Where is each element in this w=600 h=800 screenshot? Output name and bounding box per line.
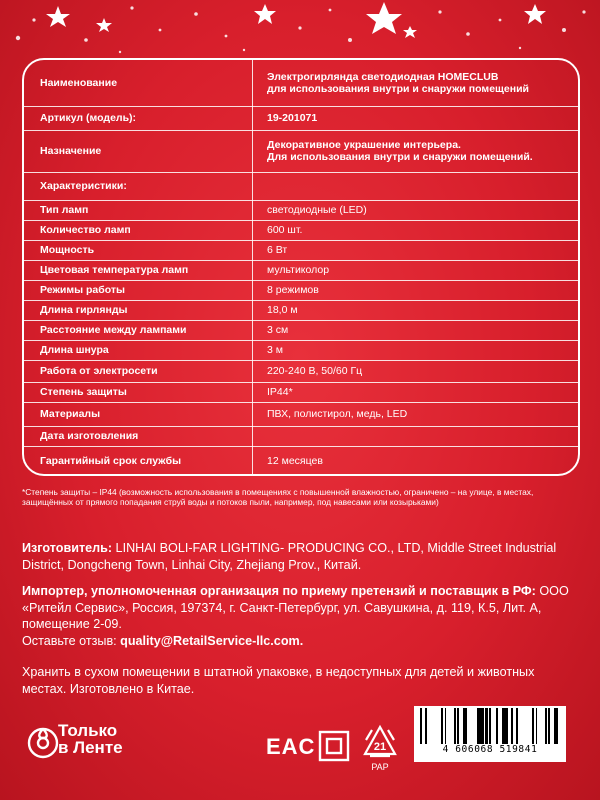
barcode-bars	[414, 706, 566, 746]
brand-line1: Только	[58, 721, 118, 740]
footnote: *Степень защиты – IP44 (возможность использования в помещениях с повышенной влажностью, ограничено – на улице, в местах, защищённых от прямого попадания струй воды и потоков пыли, например, под навесами или козырьками)	[22, 487, 534, 507]
manufacturer-block	[22, 540, 582, 573]
barcode-bar	[505, 708, 507, 744]
barcode-bar	[464, 708, 467, 744]
barcode-bar	[536, 708, 537, 744]
spec-table	[24, 60, 578, 476]
recycle-code: PAP	[371, 762, 389, 772]
barcode-bar	[507, 708, 508, 744]
star-icon	[254, 4, 276, 24]
brand-line2: в Ленте	[58, 738, 123, 757]
spec-row	[24, 200, 578, 220]
storage-text: Хранить в сухом помещении в штатной упаковке, в недоступных для детей и животных местах. Изготовлено в Китае.	[22, 665, 535, 696]
spec-value: светодиодные (LED)	[253, 200, 579, 220]
spec-value: 19-201071	[253, 106, 579, 130]
barcode-bar	[555, 708, 558, 744]
barcode-bar	[511, 708, 513, 744]
barcode-bar	[545, 708, 547, 744]
spec-row	[24, 360, 578, 382]
spec-key: Наименование	[24, 60, 253, 106]
brand-name	[58, 722, 123, 756]
barcode-bar	[554, 708, 555, 744]
spec-value: Электрогирлянда светодиодная HOMECLUB для использования внутри и снаружи помещений	[253, 60, 579, 106]
barcode-bar	[479, 708, 481, 744]
spec-key: Работа от электросети	[24, 360, 253, 382]
spec-value: 18,0 м	[253, 300, 579, 320]
barcode-bar	[496, 708, 498, 744]
spec-value: 3 м	[253, 340, 579, 360]
barcode-bar	[502, 708, 503, 744]
star-icon	[96, 18, 112, 32]
spec-key: Артикул (модель):	[24, 106, 253, 130]
spec-key: Гарантийный срок службы	[24, 446, 253, 476]
spec-value: ПВХ, полистирол, медь, LED	[253, 402, 579, 426]
barcode-bar	[481, 708, 484, 744]
barcode-bar	[463, 708, 464, 744]
spec-key: Назначение	[24, 130, 253, 172]
spec-row	[24, 60, 578, 106]
spec-value: 220-240 В, 50/60 Гц	[253, 360, 579, 382]
spec-value: мультиколор	[253, 260, 579, 280]
spec-key: Мощность	[24, 240, 253, 260]
barcode-bar	[477, 708, 479, 744]
spec-key: Дата изготовления	[24, 426, 253, 446]
manufacturer-label: Изготовитель:	[22, 541, 113, 555]
recycle-icon	[362, 724, 398, 776]
spec-row	[24, 106, 578, 130]
spec-value: 8 режимов	[253, 280, 579, 300]
spec-row	[24, 402, 578, 426]
barcode-bar	[503, 708, 504, 744]
barcode-bar	[485, 708, 488, 744]
barcode-bar	[425, 708, 427, 744]
spec-value	[253, 426, 579, 446]
spec-value: IP44*	[253, 382, 579, 402]
barcode-number: 4 606068 519841	[442, 744, 538, 755]
spec-key: Степень защиты	[24, 382, 253, 402]
spec-value	[253, 172, 579, 200]
review-email[interactable]: quality@RetailService-llc.com.	[120, 633, 304, 648]
star-icon	[403, 26, 417, 38]
review-label: Оставьте отзыв:	[22, 633, 121, 648]
barcode-bar	[489, 708, 491, 744]
spec-key: Тип ламп	[24, 200, 253, 220]
spec-value: 6 Вт	[253, 240, 579, 260]
spec-value: Декоративное украшение интерьера. Для использования внутри и снаружи помещений.	[253, 130, 579, 172]
spec-key: Характеристики:	[24, 172, 253, 200]
spec-key: Материалы	[24, 402, 253, 426]
eac-mark-icon: EAC	[266, 734, 316, 759]
manufacturer-text: LINHAI BOLI-FAR LIGHTING- PRODUCING CO., LTD, Middle Street Industrial District, Dongcheng Town, Linhai City, Zhejiang Prov., Китай.	[22, 541, 557, 572]
flower-icon	[29, 729, 57, 757]
star-icon	[366, 2, 402, 34]
barcode-bar	[548, 708, 550, 744]
spec-row	[24, 320, 578, 340]
importer-block	[22, 583, 582, 649]
barcode-bar	[532, 708, 533, 744]
spec-row	[24, 446, 578, 476]
barcode-bar	[504, 708, 505, 744]
spec-row	[24, 220, 578, 240]
barcode-bar	[457, 708, 459, 744]
barcode-bar	[445, 708, 446, 744]
spec-key: Длина гирлянды	[24, 300, 253, 320]
spec-row	[24, 172, 578, 200]
spec-key: Режимы работы	[24, 280, 253, 300]
barcode-bar	[454, 708, 456, 744]
star-icon	[46, 6, 70, 27]
importer-label: Импортер, уполномоченная организация по приему претензий и поставщик в РФ:	[22, 584, 536, 598]
spec-value: 12 месяцев	[267, 455, 323, 468]
spec-row	[24, 300, 578, 320]
spec-key: Цветовая температура ламп	[24, 260, 253, 280]
spec-row	[24, 260, 578, 280]
spec-row	[24, 340, 578, 360]
spec-table-panel	[22, 58, 580, 476]
spec-key: Количество ламп	[24, 220, 253, 240]
spec-key: Длина шнура	[24, 340, 253, 360]
spec-key: Расстояние между лампами	[24, 320, 253, 340]
importer-text: ООО «Ритейл Сервис», Россия, 197374, г. Санкт-Петербург, ул. Савушкина, д. 119, К.5, Лит. А, помещение 2-09.	[22, 584, 569, 631]
spec-row	[24, 426, 578, 446]
spec-value: 600 шт.	[253, 220, 579, 240]
spec-row	[24, 280, 578, 300]
barcode-bar	[420, 708, 422, 744]
barcode-bar	[516, 708, 518, 744]
spec-value: 3 см	[253, 320, 579, 340]
barcode-bar	[442, 708, 443, 744]
star-icon	[524, 4, 546, 24]
barcode-bar	[441, 708, 442, 744]
barcode-bar	[533, 708, 534, 744]
double-insulation-icon	[318, 730, 350, 762]
spec-row	[24, 382, 578, 402]
spec-row	[24, 240, 578, 260]
spec-row	[24, 130, 578, 172]
recycle-number: 21	[373, 741, 387, 753]
